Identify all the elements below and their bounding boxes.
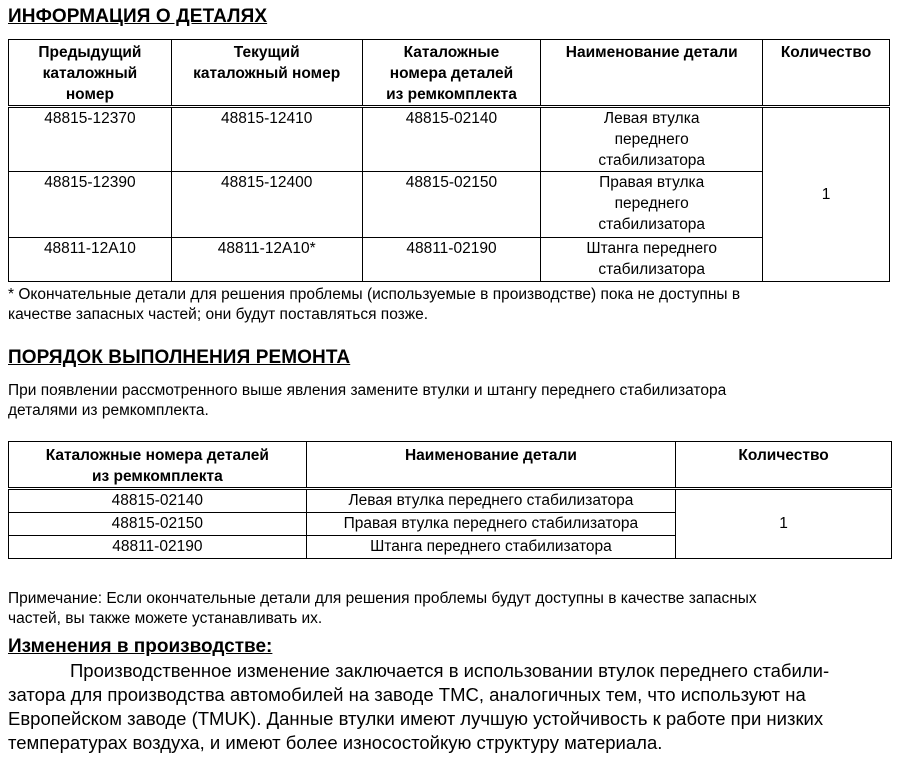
production-text: Производственное изменение заключается в использовании втулок переднего стабили- затора для производства автомобилей на заводе TMC, аналогичных тем, что используют на Европейском заводе (TMUK). Данные втулки имеют лучшую устойчивость к работе при низких температурах воздуха, и имеют более износостойкую структуру материала.	[8, 660, 830, 753]
quantity-cell: 1	[763, 107, 890, 282]
repair-note: Примечание: Если окончательные детали для решения проблемы будут доступны в качестве запасных частей, вы также можете устанавливать их.	[8, 590, 757, 627]
header-part-name: Наименование детали	[541, 40, 763, 107]
header-quantity: Количество	[676, 442, 892, 489]
parts-info-table	[8, 39, 890, 282]
header-current-number: Текущий каталожный номер	[171, 40, 362, 107]
current-number-cell: 48811-12A10*	[171, 238, 362, 282]
kit-number-cell: 48811-02190	[9, 536, 307, 559]
header-part-name: Наименование детали	[306, 442, 676, 489]
header-prev-number: Предыдущий каталожный номер	[9, 40, 172, 107]
repair-heading: ПОРЯДОК ВЫПОЛНЕНИЯ РЕМОНТА	[8, 347, 351, 368]
parts-footnote: * Окончательные детали для решения проблемы (используемые в производстве) пока не доступны в качестве запасных частей; они будут поставляться позже.	[8, 286, 741, 323]
production-heading: Изменения в производстве:	[8, 636, 273, 657]
quantity-cell: 1	[676, 489, 892, 559]
kit-number-cell: 48815-02140	[362, 107, 541, 172]
prev-number-cell: 48815-12370	[9, 107, 172, 172]
part-name-cell: Штанга переднего стабилизатора	[541, 238, 763, 282]
part-name-cell: Правая втулка переднего стабилизатора	[541, 172, 763, 238]
header-kit-numbers: Каталожные номера деталей из ремкомплекта	[9, 442, 307, 489]
kit-number-cell: 48815-02150	[362, 172, 541, 238]
table-row	[9, 172, 890, 238]
kit-number-cell: 48811-02190	[362, 238, 541, 282]
header-quantity: Количество	[763, 40, 890, 107]
kit-number-cell: 48815-02140	[9, 489, 307, 513]
table-header-row	[9, 442, 892, 489]
repair-kit-table	[8, 441, 892, 559]
part-name-cell: Правая втулка переднего стабилизатора	[306, 513, 676, 536]
table-header-row	[9, 40, 890, 107]
part-name-cell: Штанга переднего стабилизатора	[306, 536, 676, 559]
prev-number-cell: 48811-12A10	[9, 238, 172, 282]
table-row	[9, 107, 890, 172]
table-row	[9, 489, 892, 513]
part-name-cell: Левая втулка переднего стабилизатора	[306, 489, 676, 513]
table-row	[9, 238, 890, 282]
current-number-cell: 48815-12400	[171, 172, 362, 238]
parts-info-heading: ИНФОРМАЦИЯ О ДЕТАЛЯХ	[8, 6, 268, 27]
part-name-cell: Левая втулка переднего стабилизатора	[541, 107, 763, 172]
header-kit-numbers: Каталожные номера деталей из ремкомплекта	[362, 40, 541, 107]
prev-number-cell: 48815-12390	[9, 172, 172, 238]
repair-intro: При появлении рассмотренного выше явления замените втулки и штангу переднего стабилизатора деталями из ремкомплекта.	[8, 382, 727, 419]
kit-number-cell: 48815-02150	[9, 513, 307, 536]
current-number-cell: 48815-12410	[171, 107, 362, 172]
